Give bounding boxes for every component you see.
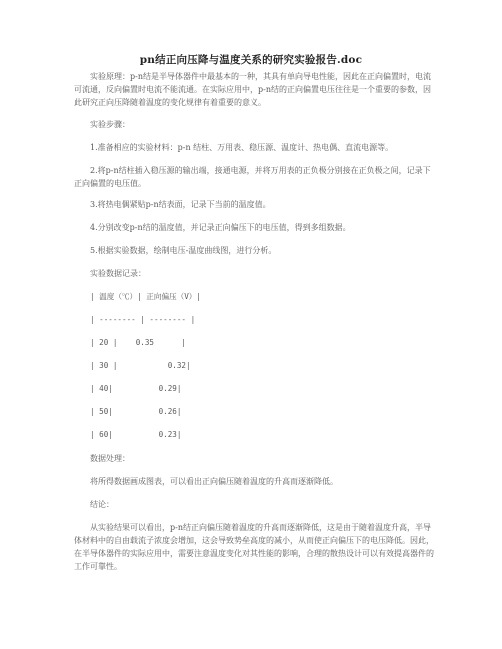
document-title: pn结正向压降与温度关系的研究实验报告.doc	[139, 54, 363, 66]
step-1: 1.准备相应的实验材料：p-n 结柱、万用表、稳压源、温度计、热电偶、直流电源等。	[90, 143, 394, 152]
processing-text: 将所得数据画成图表，可以看出正向偏压随着温度的升高而逐渐降低。	[90, 477, 338, 486]
steps-heading: 实验步骤：	[90, 120, 130, 129]
table-row: | 50| 0.26|	[90, 407, 182, 416]
table-row: | 60| 0.23|	[90, 430, 182, 439]
principle-paragraph: 实验原理：p-n结是半导体器件中最基本的一种，其具有单向导电性能，因此在正向偏置时，电流可流通，反向偏置时电流不能流通。在实际应用中，p-n结的正向偏置电压往往是一个重要的参数，因此研究正向压降随着温度的变化规律有着重要的意义。	[74, 72, 431, 107]
step-5: 5.根据实验数据，绘制电压-温度曲线图，进行分析。	[90, 246, 277, 255]
table-row: | 30 | 0.32|	[90, 361, 191, 370]
step-3: 3.将热电偶紧贴p-n结表面，记录下当前的温度值。	[90, 200, 271, 209]
conclusion-heading: 结论：	[90, 500, 114, 509]
table-row-separator: | -------- | -------- |	[90, 315, 196, 324]
table-row-header: | 温度（℃）| 正向偏压（V）|	[90, 292, 201, 301]
processing-heading: 数据处理：	[90, 454, 130, 463]
step-2: 2.将p-n结柱插入稳压源的输出端，接通电源，并将万用表的正负极分别接在正负极之间，记录下正向偏置的电压值。	[74, 166, 431, 188]
table-row: | 20 | 0.35 |	[90, 338, 187, 347]
table-row: | 40| 0.29|	[90, 384, 182, 393]
conclusion-text: 从实验结果可以看出，p-n结正向偏压随着温度的升高而逐渐降低，这是由于随着温度升高，半导体材料中的自由载流子浓度会增加，这会导致势垒高度的减小，从而使正向偏压下的电压降低。因此，在半导体器件的实际应用中，需要注意温度变化对其性能的影响，合理的散热设计可以有效提高器件的工作可靠性。	[74, 523, 434, 571]
step-4: 4.分别改变p-n结的温度值，并记录正向偏压下的电压值，得到多组数据。	[90, 223, 351, 232]
data-heading: 实验数据记录：	[90, 269, 146, 278]
